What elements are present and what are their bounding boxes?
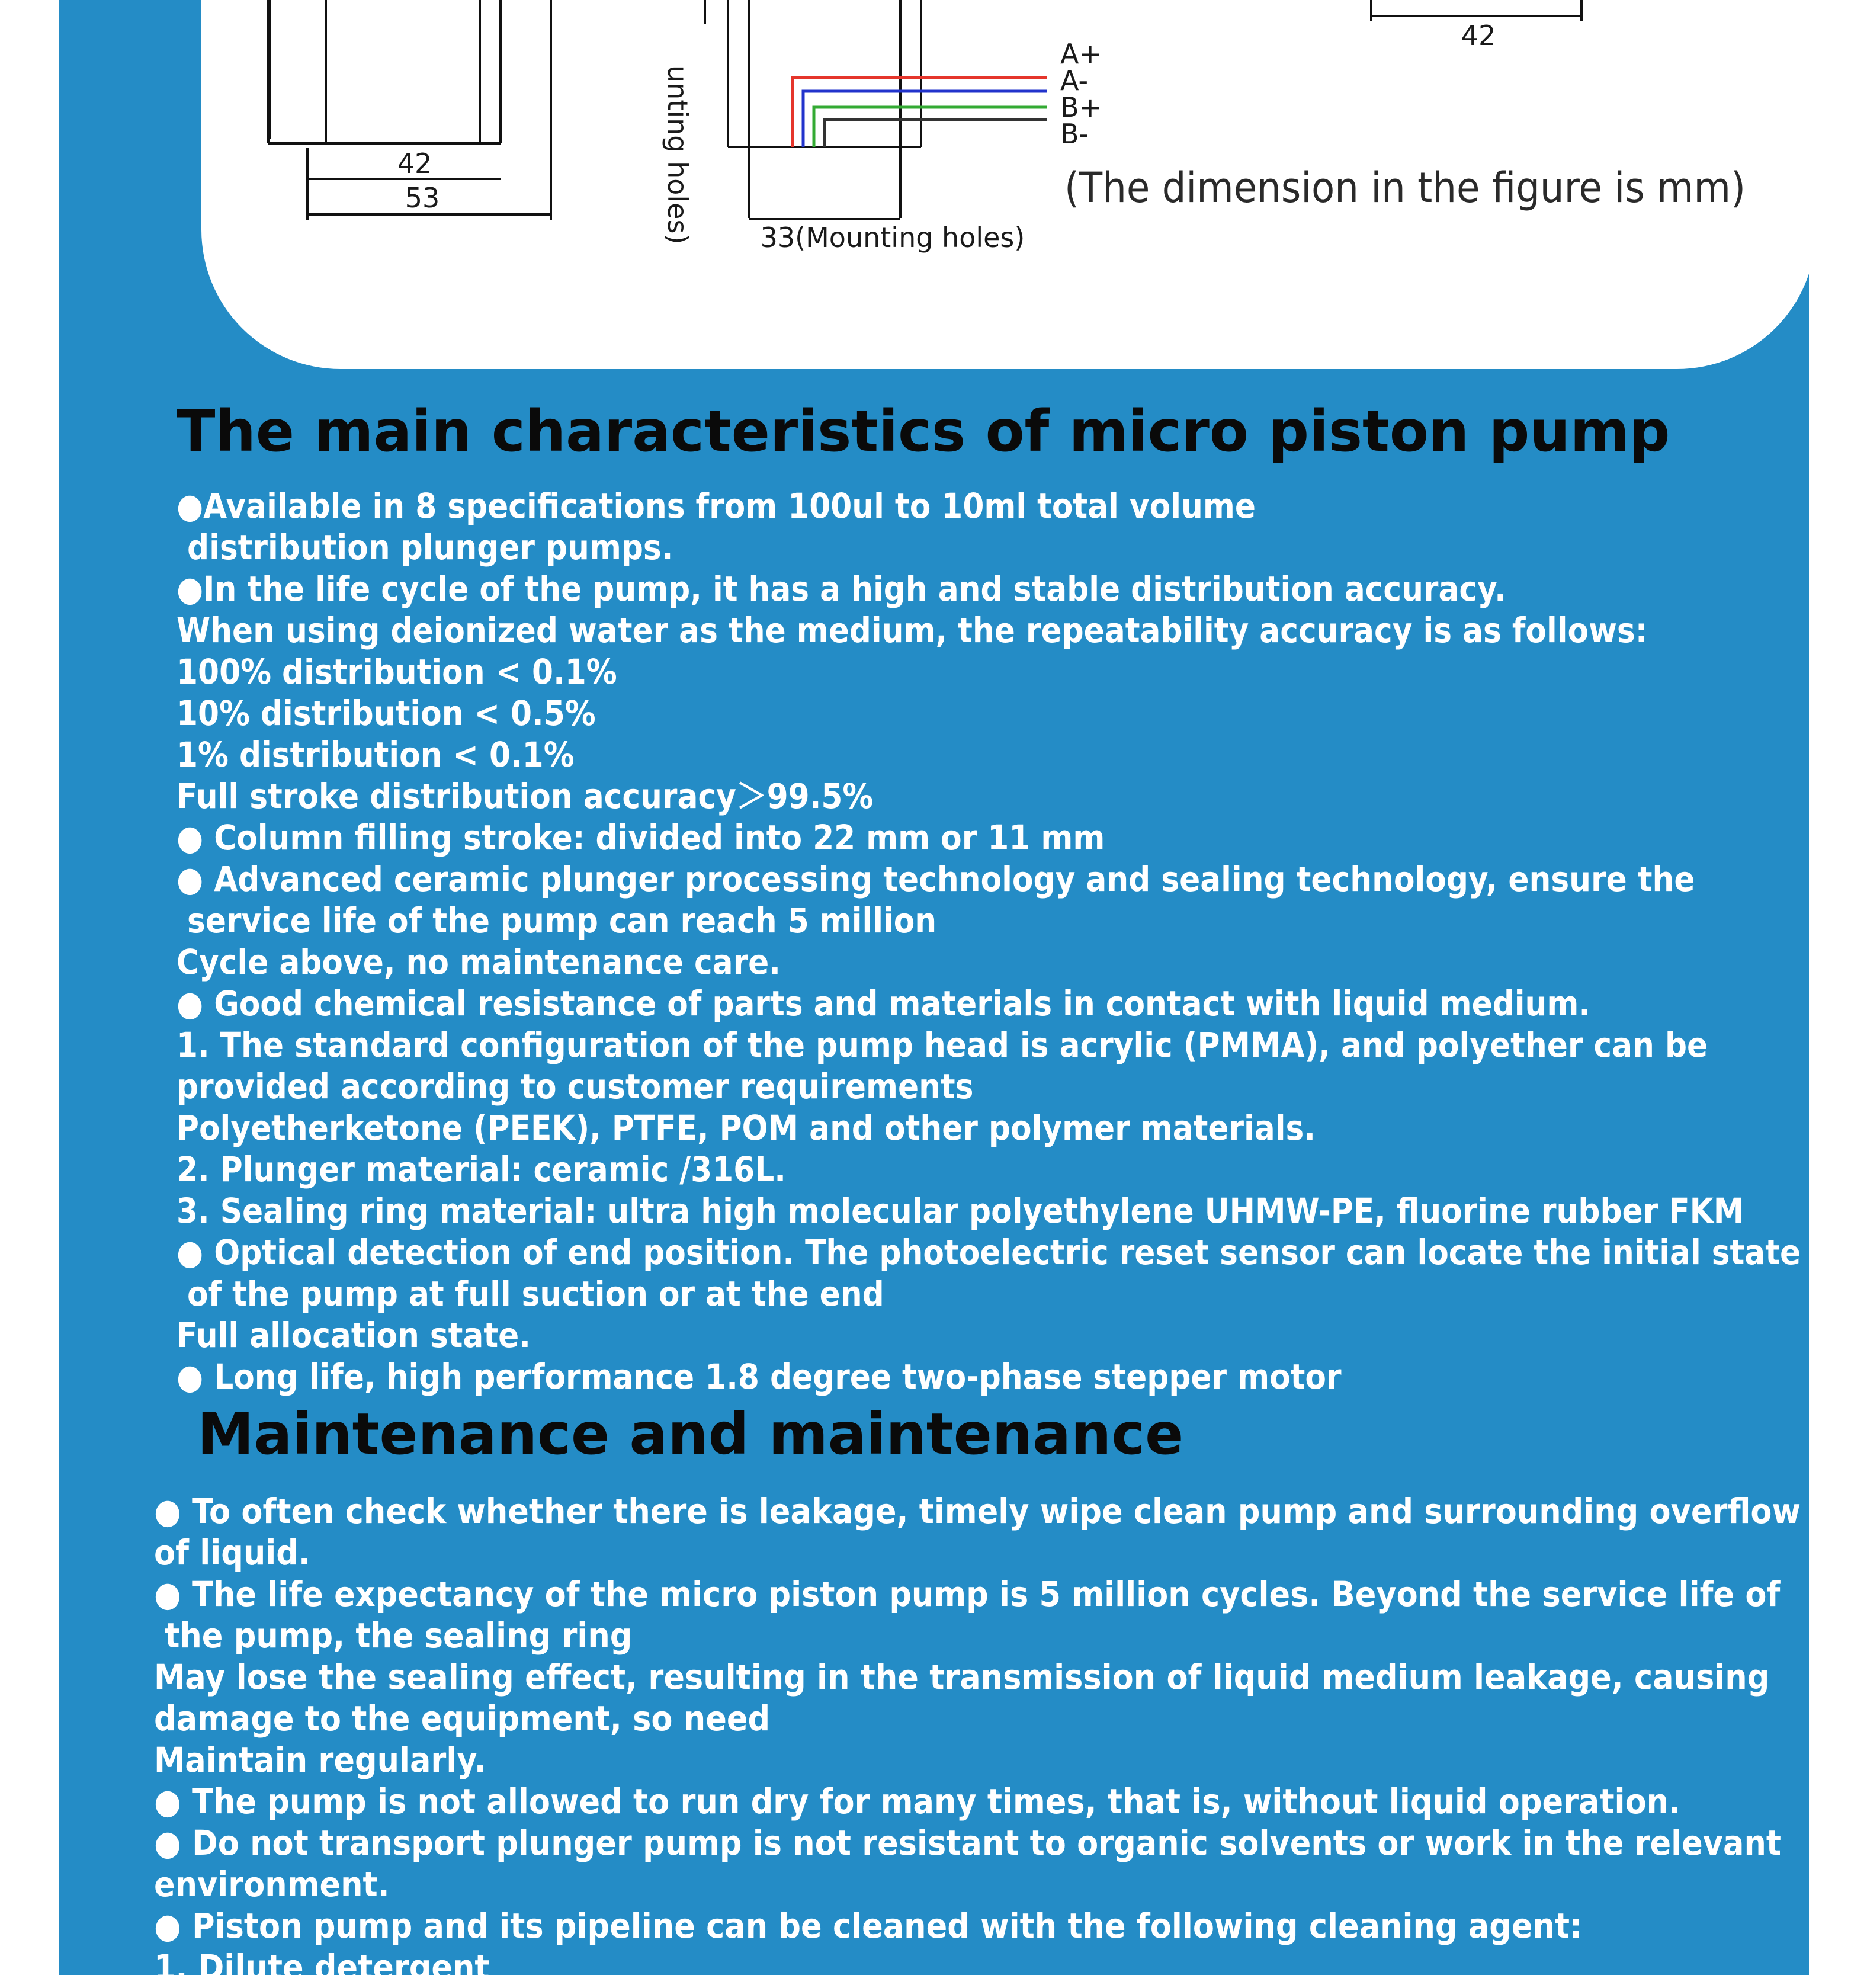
dim-label-33-mounting: 33(Mounting holes) bbox=[760, 222, 1025, 254]
characteristics-line: distribution plunger pumps. bbox=[177, 527, 673, 567]
characteristics-heading: The main characteristics of micro piston pump bbox=[177, 398, 1670, 464]
maintenance-line: 1. Dilute detergent bbox=[154, 1947, 490, 1987]
maintenance-line: ● The life expectancy of the micro piston pump is 5 million cycles. Beyond the service life of bbox=[154, 1574, 1781, 1614]
wire-b-plus bbox=[814, 107, 1047, 147]
dim-label-right-42: 42 bbox=[1461, 20, 1496, 52]
dim-label-53: 53 bbox=[405, 182, 440, 214]
maintenance-line: ● To often check whether there is leakage, timely wipe clean pump and surrounding overflow bbox=[154, 1491, 1801, 1531]
maintenance-heading: Maintenance and maintenance bbox=[197, 1401, 1184, 1467]
characteristics-line: service life of the pump can reach 5 million bbox=[177, 900, 937, 941]
maintenance-line: of liquid. bbox=[154, 1532, 310, 1573]
characteristics-line: When using deionized water as the medium, the repeatability accuracy is as follows: bbox=[177, 610, 1648, 650]
characteristics-line: ●Available in 8 specifications from 100ul to 10ml total volume bbox=[177, 486, 1256, 526]
characteristics-line: ● Long life, high performance 1.8 degree two-phase stepper motor bbox=[177, 1357, 1342, 1397]
wire-label-a-plus: A+ bbox=[1060, 38, 1102, 70]
characteristics-line: ● Column filling stroke: divided into 22 mm or 11 mm bbox=[177, 817, 1105, 858]
maintenance-list bbox=[154, 1490, 1801, 1988]
maintenance-line: the pump, the sealing ring bbox=[154, 1615, 633, 1656]
dimension-drawing bbox=[0, 0, 1851, 272]
characteristics-line: 1% distribution < 0.1% bbox=[177, 735, 575, 775]
characteristics-line: Full stroke distribution accuracy＞99.5% bbox=[177, 776, 874, 816]
characteristics-line: 1. The standard configuration of the pump head is acrylic (PMMA), and polyether can be bbox=[177, 1025, 1708, 1065]
dim-label-side-vertical: unting holes) bbox=[662, 65, 694, 245]
maintenance-line: ● Piston pump and its pipeline can be cleaned with the following cleaning agent: bbox=[154, 1906, 1583, 1946]
wire-b-minus bbox=[825, 120, 1047, 147]
maintenance-line: ● The pump is not allowed to run dry for many times, that is, without liquid operation. bbox=[154, 1781, 1681, 1822]
characteristics-line: of the pump at full suction or at the end bbox=[177, 1274, 884, 1314]
maintenance-line: Maintain regularly. bbox=[154, 1740, 486, 1780]
unit-note: (The dimension in the figure is mm) bbox=[1064, 163, 1746, 212]
wire-label-b-minus: B- bbox=[1060, 118, 1089, 150]
wire-label-b-plus: B+ bbox=[1060, 91, 1102, 123]
dim-label-42: 42 bbox=[397, 148, 432, 179]
characteristics-line: Polyetherketone (PEEK), PTFE, POM and other polymer materials. bbox=[177, 1108, 1316, 1148]
characteristics-line: ● Good chemical resistance of parts and materials in contact with liquid medium. bbox=[177, 983, 1591, 1024]
characteristics-line: 100% distribution < 0.1% bbox=[177, 652, 617, 692]
characteristics-line: 3. Sealing ring material: ultra high molecular polyethylene UHMW-PE, fluorine rubber FKM bbox=[177, 1191, 1744, 1231]
characteristics-line: ● Advanced ceramic plunger processing technology and sealing technology, ensure the bbox=[177, 859, 1695, 899]
wire-label-a-minus: A- bbox=[1060, 65, 1089, 97]
characteristics-line: Full allocation state. bbox=[177, 1315, 531, 1355]
maintenance-line: ● Do not transport plunger pump is not resistant to organic solvents or work in the relevant bbox=[154, 1823, 1782, 1863]
characteristics-line: 2. Plunger material: ceramic /316L. bbox=[177, 1149, 786, 1189]
characteristics-line: ●In the life cycle of the pump, it has a high and stable distribution accuracy. bbox=[177, 569, 1506, 609]
maintenance-line: damage to the equipment, so need bbox=[154, 1698, 771, 1739]
characteristics-list bbox=[177, 485, 1801, 1397]
characteristics-line: ● Optical detection of end position. The photoelectric reset sensor can locate the initial state bbox=[177, 1232, 1801, 1272]
maintenance-line: environment. bbox=[154, 1864, 390, 1904]
characteristics-line: provided according to customer requirements bbox=[177, 1066, 974, 1107]
maintenance-line: May lose the sealing effect, resulting in the transmission of liquid medium leakage, causing bbox=[154, 1657, 1770, 1697]
characteristics-line: 10% distribution < 0.5% bbox=[177, 693, 596, 733]
characteristics-line: Cycle above, no maintenance care. bbox=[177, 942, 781, 982]
